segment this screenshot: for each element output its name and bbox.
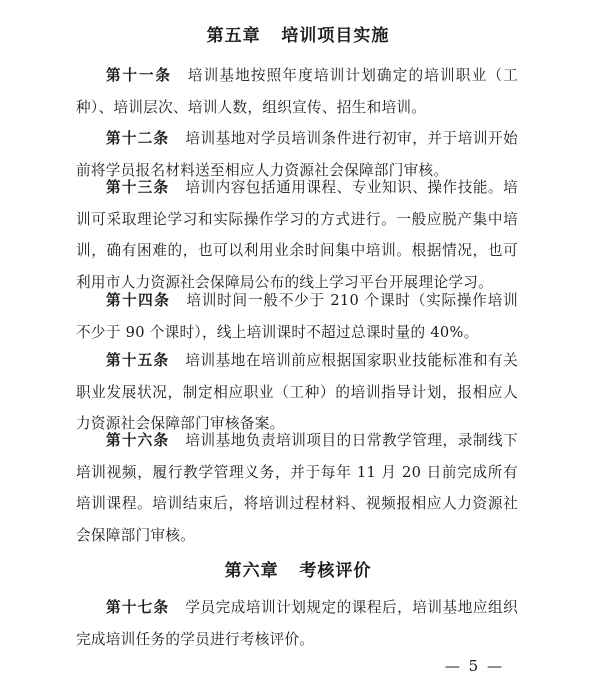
article-text: 培训基地负责培训项目的日常教学管理，录制线下培训视频，履行教学管理义务，并于每年 11 月 20 日前完成所有培训课程。培训结束后，将培训过程材料、视频报相应人力资源社会保障部门审核。: [76, 432, 518, 544]
article-number: 第十五条: [106, 352, 170, 369]
article-text: 学员完成培训计划规定的课程后，培训基地应组织完成培训任务的学员进行考核评价。: [76, 599, 518, 648]
article-number: 第十四条: [106, 292, 171, 309]
article-text: 培训内容包括通用课程、专业知识、操作技能。培训可采取理论学习和实际操作学习的方式进行。一般应脱产集中培训，确有困难的，也可以利用业余时间集中培训。根据情况，也可利用市人力资源社会保障局公布的线上学习平台开展理论学习。: [76, 179, 518, 291]
article-text: 培训基地在培训前应根据国家职业技能标准和有关职业发展状况，制定相应职业（工种）的培训指导计划，报相应人力资源社会保障部门审核备案。: [76, 352, 518, 432]
article-14: [76, 285, 518, 348]
page-number: — 5 —: [444, 657, 504, 675]
article-13: [76, 172, 518, 298]
chapter-title-5: 第五章 培训项目实施: [206, 26, 390, 46]
article-11: [76, 60, 518, 123]
article-number: 第十七条: [106, 599, 170, 616]
article-17: [76, 592, 518, 655]
article-number: 第十二条: [106, 130, 170, 147]
article-16: [76, 425, 518, 551]
article-number: 第十三条: [106, 179, 170, 196]
chapter-title-6: 第六章 考核评价: [224, 561, 372, 581]
article-number: 第十六条: [106, 432, 170, 449]
article-text: 培训基地对学员培训条件进行初审，并于培训开始前将学员报名材料送至相应人力资源社会保障部门审核。: [76, 130, 518, 179]
article-text: 培训基地按照年度培训计划确定的培训职业（工种）、培训层次、培训人数，组织宣传、招生和培训。: [76, 67, 518, 116]
article-text: 培训时间一般不少于 210 个课时（实际操作培训不少于 90 个课时），线上培训课时不超过总课时量的 40%。: [76, 292, 518, 341]
article-number: 第十一条: [106, 67, 172, 84]
